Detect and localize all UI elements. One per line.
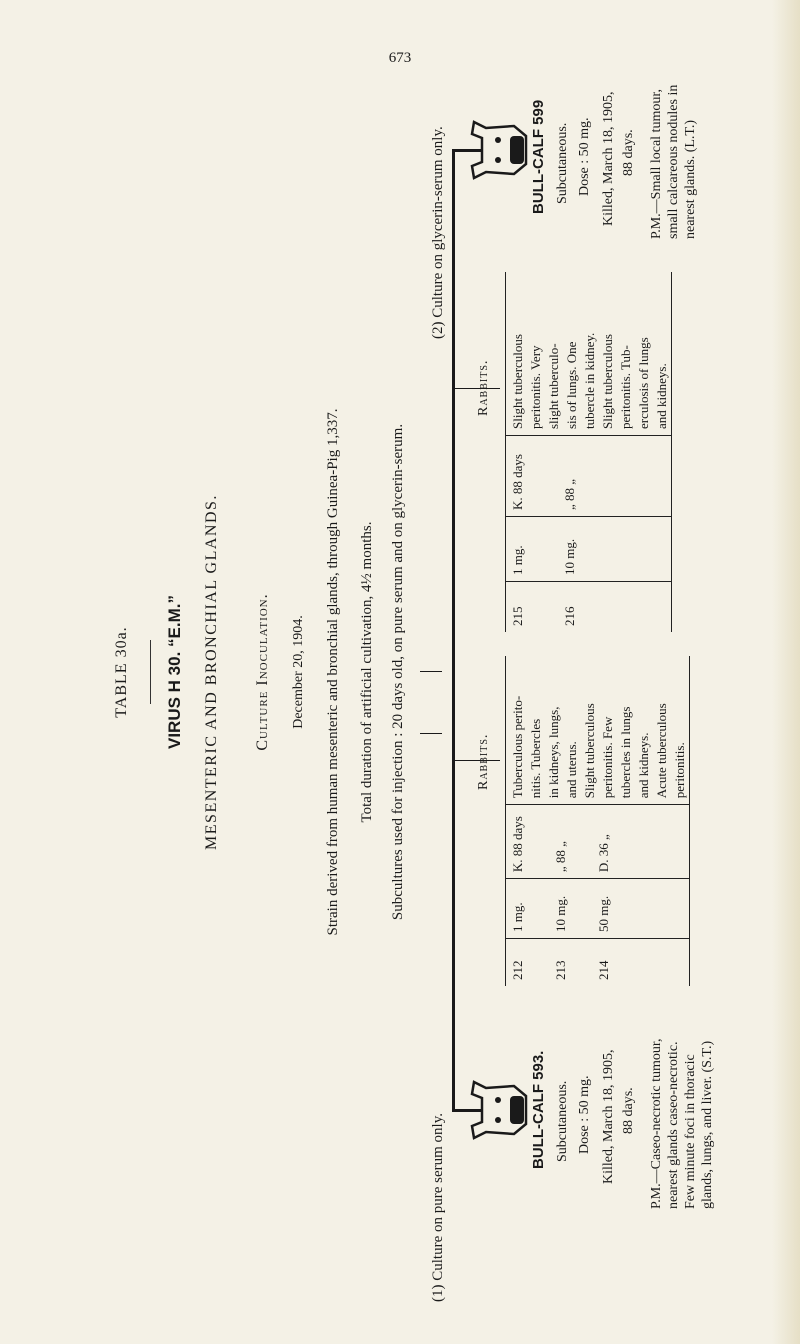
- dose-cell: 10 mg.: [553, 895, 568, 932]
- date-line: December 20, 1904.: [291, 615, 306, 729]
- left-calf-pm: Few minute foci in thoracic: [683, 1054, 698, 1209]
- fate-cell: K. 88 days: [510, 816, 525, 873]
- left-calf-route: Subcutaneous.: [555, 1080, 570, 1162]
- dose-cell: 1 mg.: [510, 545, 525, 575]
- result-line: peritonitis. Very: [528, 345, 543, 429]
- result-line: tubercles in lungs: [618, 706, 633, 799]
- left-rabbit-table: [505, 656, 690, 986]
- calf-head-icon: [470, 116, 528, 184]
- branch-label-right: (2) Culture on glycerin-serum only.: [430, 126, 446, 339]
- branch-label-left: (1) Culture on pure serum only.: [430, 1113, 446, 1302]
- result-line: in kidneys, lungs,: [546, 706, 561, 799]
- fate-cell: „ 88 „: [553, 841, 568, 873]
- result-line: and kidneys.: [654, 363, 669, 429]
- table-label: TABLE 30a.: [113, 626, 130, 718]
- result-line: slight tuberculo-: [546, 343, 561, 429]
- result-line: Tuberculous perito-: [510, 695, 525, 799]
- dose-cell: 10 mg.: [562, 538, 577, 575]
- left-calf-pm: nearest glands caseo-necrotic.: [666, 1041, 681, 1209]
- tree-connector-top: [420, 671, 442, 672]
- section-title: Culture Inoculation.: [254, 593, 271, 751]
- animal-no: 212: [510, 960, 525, 980]
- fate-cell: „ 88 „: [562, 478, 577, 510]
- strain-line: Strain derived from human mesenteric and bronchial glands, through Guinea-Pig 1,337.: [325, 408, 341, 936]
- left-group-label: Rabbits.: [476, 733, 491, 790]
- animal-no: 216: [562, 606, 577, 626]
- right-group-label: Rabbits.: [476, 359, 491, 416]
- result-line: peritonitis.: [672, 742, 687, 799]
- result-line: tubercle in kidney.: [582, 332, 597, 429]
- page-number: 673: [388, 50, 412, 66]
- result-line: Slight tuberculous: [510, 334, 525, 429]
- result-line: and uterus.: [564, 741, 579, 799]
- duration-line: Total duration of artificial cultivation, 4½ months.: [359, 521, 375, 823]
- right-rabbit-table: [505, 272, 672, 632]
- tree-connector-aux: [420, 733, 442, 734]
- left-calf-pm: glands, lungs, and liver. (S.T.): [700, 1040, 715, 1209]
- right-calf-title: BULL-CALF 599: [530, 99, 547, 214]
- right-calf-pm: small calcareous nodules in: [666, 84, 681, 239]
- virus-title: VIRUS H 30. “E.M.”: [165, 595, 184, 749]
- animal-no: 214: [596, 960, 611, 980]
- fate-cell: D. 36 „: [596, 834, 611, 873]
- left-calf-days: 88 days.: [621, 1087, 636, 1134]
- right-calf-pm: nearest glands. (L.T.): [683, 119, 698, 239]
- result-line: sis of lungs. One: [564, 341, 579, 429]
- fate-cell: K. 88 days: [510, 454, 525, 510]
- calf-head-icon: [470, 1076, 528, 1144]
- source-title: MESENTERIC AND BRONCHIAL GLANDS.: [203, 494, 220, 850]
- result-line: peritonitis. Tub-: [618, 345, 633, 429]
- left-calf-pm: P.M.—Caseo-necrotic tumour,: [649, 1038, 664, 1209]
- animal-no: 213: [553, 960, 568, 980]
- result-line: Slight tuberculous: [600, 334, 615, 429]
- result-line: and kidneys.: [636, 732, 651, 799]
- result-line: Slight tuberculous: [582, 703, 597, 799]
- result-line: peritonitis. Few: [600, 716, 615, 799]
- right-calf-route: Subcutaneous.: [555, 122, 570, 204]
- header-rule: [150, 640, 151, 704]
- result-line: Acute tuberculous: [654, 703, 669, 799]
- right-calf-pm: P.M.—Small local tumour,: [649, 89, 664, 239]
- left-calf-killed: Killed, March 18, 1905,: [601, 1049, 616, 1184]
- result-line: erculosis of lungs: [636, 337, 651, 429]
- right-calf-killed: Killed, March 18, 1905,: [601, 91, 616, 226]
- dose-cell: 50 mg.: [596, 895, 611, 932]
- left-calf-title: BULL-CALF 593.: [530, 1050, 547, 1169]
- left-calf-dose: Dose : 50 mg.: [577, 1075, 592, 1154]
- subcultures-line: Subcultures used for injection : 20 days old, on pure serum and on glycerin-serum.: [390, 423, 406, 921]
- animal-no: 215: [510, 606, 525, 626]
- tree-spine: [452, 152, 455, 1112]
- right-calf-dose: Dose : 50 mg.: [577, 117, 592, 196]
- right-calf-days: 88 days.: [621, 129, 636, 176]
- dose-cell: 1 mg.: [510, 902, 525, 932]
- result-line: nitis. Tubercles: [528, 718, 543, 799]
